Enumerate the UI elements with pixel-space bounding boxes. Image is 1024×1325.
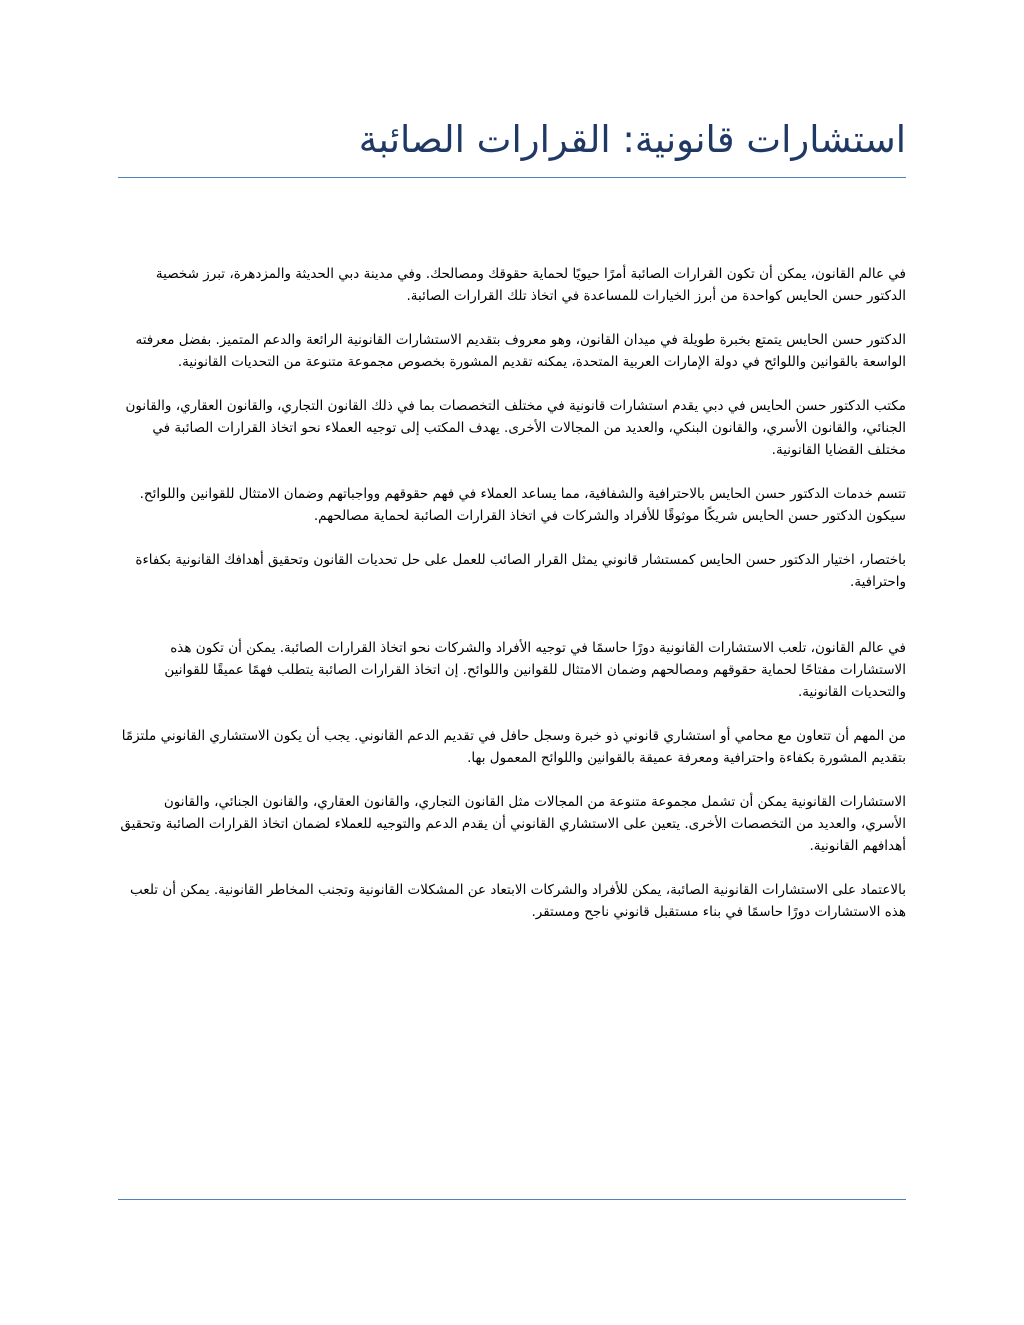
paragraph-8: الاستشارات القانونية يمكن أن تشمل مجموعة متنوعة من المجالات مثل القانون التجاري، والقانون العقاري، والقانون الجنائي، والقانون الأسري، والعديد من التخصصات الأخرى. يتعين على الاستشاري القانوني أن يقدم الدعم والتوجيه للعملاء لضمان اتخاذ القرارات الصائبة وتحقيق أهدافهم القانونية. — [120, 794, 906, 854]
paragraph-9: بالاعتماد على الاستشارات القانونية الصائبة، يمكن للأفراد والشركات الابتعاد عن المشكلات القانونية وتجنب المخاطر القانونية. يمكن أن تلعب هذه الاستشارات دورًا حاسمًا في بناء مستقبل قانوني ناجح ومستقر. — [130, 882, 906, 920]
paragraph-7: من المهم أن تتعاون مع محامي أو استشاري قانوني ذو خبرة وسجل حافل في تقديم الدعم القانوني. يجب أن يكون الاستشاري القانوني ملتزمًا بتقديم المشورة بكفاءة واحترافية ومعرفة عميقة بالقوانين واللوائح المعمول بها. — [121, 728, 906, 766]
paragraph-4: تتسم خدمات الدكتور حسن الحايس بالاحترافية والشفافية، مما يساعد العملاء في فهم حقوقهم وواجباتهم وضمان الامتثال للقوانين واللوائح. سيكون الدكتور حسن الحايس شريكًا موثوقًا للأفراد والشركات في اتخاذ القرارات الصائبة لحماية مصالحهم. — [139, 486, 906, 524]
paragraph-6: في عالم القانون، تلعب الاستشارات القانونية دورًا حاسمًا في توجيه الأفراد والشركات نحو اتخاذ القرارات الصائبة. يمكن أن تكون هذه الاستشارات مفتاحًا لحماية حقوقهم ومصالحهم وضمان الامتثال للقوانين واللوائح. إن اتخاذ القرارات الصائبة يتطلب فهمًا عميقًا للقوانين والتحديات القانونية. — [164, 640, 906, 700]
paragraph-5: باختصار، اختيار الدكتور حسن الحايس كمستشار قانوني يمثل القرار الصائب للعمل على حل تحديات القانون وتحقيق أهدافك القانونية بكفاءة واحترافية. — [135, 552, 906, 590]
document-title: استشارات قانونية: القرارات الصائبة — [358, 118, 906, 161]
paragraph-1: في عالم القانون، يمكن أن تكون القرارات الصائبة أمرًا حيويًا لحماية حقوقك ومصالحك. وفي مدينة دبي الحديثة والمزدهرة، تبرز شخصية الدكتور حسن الحايس كواحدة من أبرز الخيارات للمساعدة في اتخاذ تلك القرارات الصائبة. — [155, 266, 906, 304]
paragraph-3: مكتب الدكتور حسن الحايس في دبي يقدم استشارات قانونية في مختلف التخصصات بما في ذلك القانون التجاري، والقانون العقاري، والقانون الجنائي، والقانون الأسري، والقانون البنكي، والعديد من المجالات الأخرى. يهدف المكتب إلى توجيه العملاء نحو اتخاذ القرارات الصائبة في مختلف القضايا القانونية. — [125, 398, 906, 458]
document-body — [118, 263, 906, 945]
paragraph-2: الدكتور حسن الحايس يتمتع بخبرة طويلة في ميدان القانون، وهو معروف بتقديم الاستشارات القانونية الرائعة والدعم المتميز. بفضل معرفته الواسعة بالقوانين واللوائح في دولة الإمارات العربية المتحدة، يمكنه تقديم المشورة بخصوص مجموعة متنوعة من التحديات القانونية. — [135, 332, 906, 370]
footer-divider — [118, 1199, 906, 1200]
title-underline — [118, 177, 906, 178]
